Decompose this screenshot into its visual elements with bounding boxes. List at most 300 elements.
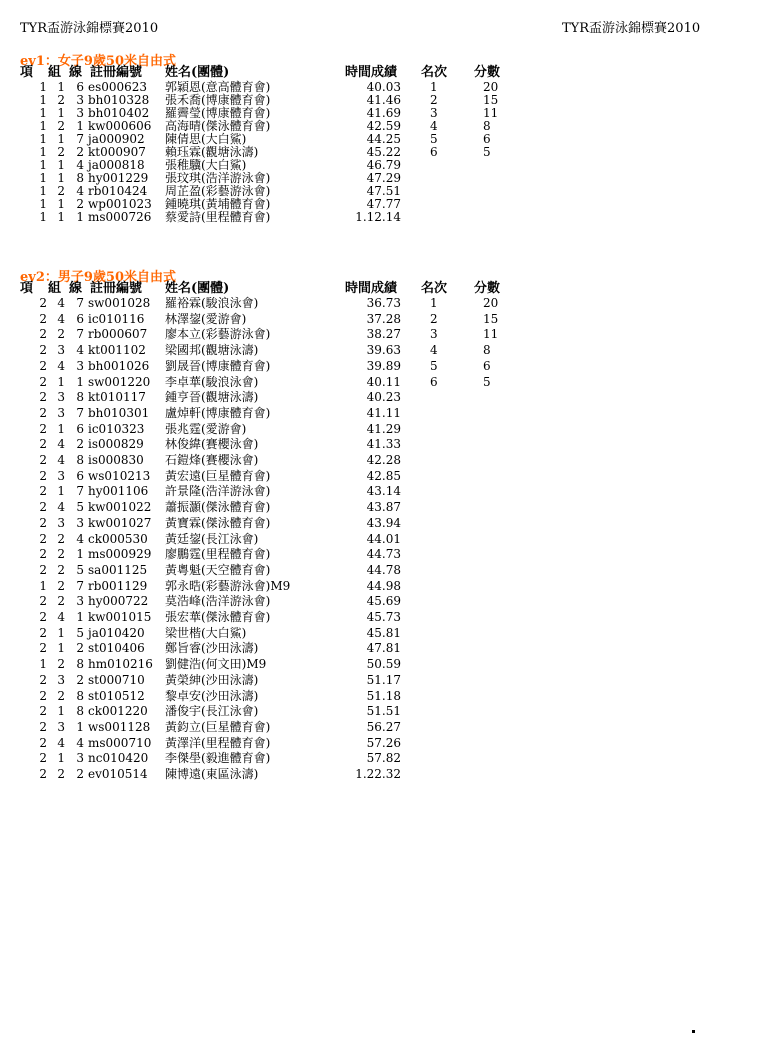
result-row [0, 658, 768, 671]
cell-reg-id: kw001027 [88, 515, 152, 530]
cell-points: 15 [483, 93, 499, 107]
cell-event: 1 [39, 184, 47, 198]
result-row [0, 548, 768, 561]
cell-reg-id: is000830 [88, 453, 144, 467]
cell-name-team: 黎卓安(沙田泳濤) [165, 688, 259, 703]
cell-time: 47.81 [366, 641, 401, 656]
cell-event: 2 [39, 735, 47, 750]
col-header-points: 分數 [474, 281, 501, 296]
cell-reg-id: bh010402 [88, 106, 150, 120]
cell-group: 2 [57, 657, 65, 672]
result-row [0, 517, 768, 530]
cell-lane: 8 [76, 171, 84, 185]
cell-group: 2 [57, 767, 65, 781]
col-header-time: 時間成績 [345, 281, 398, 296]
result-row [0, 611, 768, 624]
result-row [0, 564, 768, 577]
result-row [0, 737, 768, 750]
cell-time: 45.81 [366, 625, 401, 640]
result-row [0, 376, 768, 389]
cell-event: 2 [39, 343, 47, 358]
cell-name-team: 羅裕霖(駿浪泳會) [165, 296, 259, 310]
cell-event: 2 [39, 594, 47, 609]
cell-name-team: 許景隆(浩洋游泳會) [165, 484, 271, 499]
cell-time: 47.77 [366, 197, 401, 211]
cell-lane: 4 [76, 531, 84, 546]
cell-lane: 6 [76, 468, 84, 483]
result-row [0, 721, 768, 734]
cell-event: 2 [39, 453, 47, 467]
cell-time: 38.27 [366, 327, 401, 342]
cell-reg-id: ms000726 [88, 210, 152, 224]
col-header-reg-id: 註冊編號 [90, 281, 143, 296]
cell-rank: 3 [430, 327, 438, 342]
cell-rank: 1 [430, 296, 438, 310]
cell-name-team: 劉健浩(何文田)M9 [165, 657, 267, 672]
result-row [0, 211, 768, 224]
cell-event: 2 [39, 641, 47, 656]
cell-time: 1.12.14 [355, 210, 401, 224]
cell-name-team: 張稚驥(大白鯊) [165, 158, 247, 172]
cell-lane: 2 [76, 641, 84, 656]
cell-lane: 4 [76, 158, 84, 172]
cell-reg-id: is000829 [88, 437, 144, 452]
cell-lane: 2 [76, 437, 84, 452]
cell-event: 2 [39, 672, 47, 687]
cell-group: 2 [57, 688, 65, 703]
cell-lane: 5 [76, 500, 84, 515]
cell-time: 51.18 [366, 688, 401, 703]
cell-lane: 4 [76, 735, 84, 750]
cell-event: 1 [39, 197, 47, 211]
result-row [0, 297, 768, 310]
cell-event: 2 [39, 421, 47, 436]
result-row [0, 533, 768, 546]
cell-name-team: 黃榮紳(沙田泳濤) [165, 672, 259, 687]
cell-event: 2 [39, 468, 47, 483]
cell-reg-id: hy000722 [88, 594, 149, 609]
cell-name-team: 石鎧烽(賽櫻泳會) [165, 453, 259, 467]
cell-reg-id: es000623 [88, 80, 148, 94]
cell-group: 3 [57, 672, 65, 687]
cell-reg-id: ev010514 [88, 767, 148, 781]
cell-group: 3 [57, 390, 65, 405]
cell-event: 2 [39, 562, 47, 577]
cell-time: 41.69 [366, 106, 401, 120]
cell-time: 51.17 [366, 672, 401, 687]
cell-name-team: 鄭旨睿(沙田泳濤) [165, 641, 259, 656]
cell-event: 2 [39, 437, 47, 452]
cell-rank: 3 [430, 106, 438, 120]
cell-event: 1 [39, 80, 47, 94]
col-header-group: 組 [48, 65, 62, 80]
cell-time: 46.79 [366, 158, 401, 172]
cell-lane: 4 [76, 184, 84, 198]
cell-reg-id: bh001026 [88, 358, 150, 373]
cell-name-team: 黃宏遠(巨星體育會) [165, 468, 271, 483]
cell-time: 41.11 [366, 405, 401, 420]
cell-event: 2 [39, 704, 47, 719]
cell-time: 45.22 [366, 145, 401, 159]
cell-time: 41.33 [366, 437, 401, 452]
cell-time: 41.29 [366, 421, 401, 436]
cell-event: 2 [39, 296, 47, 310]
cell-lane: 7 [76, 296, 84, 310]
cell-lane: 1 [76, 374, 84, 389]
cell-time: 43.87 [366, 500, 401, 515]
col-header-rank: 名次 [421, 281, 448, 296]
cell-reg-id: rb001129 [88, 578, 148, 593]
event-title: ev1：女子9歲50米自由式 [20, 54, 177, 69]
result-row [0, 674, 768, 687]
cell-time: 56.27 [366, 719, 401, 734]
cell-reg-id: ja000902 [88, 132, 145, 146]
cell-name-team: 林澤鋆(愛游會) [165, 311, 247, 326]
cell-time: 42.85 [366, 468, 401, 483]
cell-lane: 7 [76, 405, 84, 420]
cell-points: 6 [483, 132, 491, 146]
result-row [0, 344, 768, 357]
cell-event: 2 [39, 625, 47, 640]
cell-reg-id: hy001106 [88, 484, 149, 499]
cell-event: 2 [39, 390, 47, 405]
cell-points: 5 [483, 374, 491, 389]
cell-reg-id: ck000530 [88, 531, 148, 546]
cell-points: 6 [483, 358, 491, 373]
cell-name-team: 李傑壆(毅進體育會) [165, 751, 271, 766]
cell-lane: 2 [76, 767, 84, 781]
cell-event: 2 [39, 531, 47, 546]
cell-group: 1 [57, 704, 65, 719]
result-row [0, 627, 768, 640]
col-header-reg-id: 註冊編號 [90, 65, 143, 80]
result-row [0, 470, 768, 483]
document-title-right: TYR盃游泳錦標賽2010 [562, 21, 701, 36]
cell-name-team: 陳博遠(東區泳濤) [165, 767, 259, 781]
cell-time: 47.51 [366, 184, 401, 198]
cell-time: 45.69 [366, 594, 401, 609]
cell-group: 1 [57, 80, 65, 94]
cell-event: 2 [39, 484, 47, 499]
cell-time: 39.63 [366, 343, 401, 358]
cell-time: 43.14 [366, 484, 401, 499]
cell-rank: 2 [430, 311, 438, 326]
cell-time: 44.73 [366, 547, 401, 562]
result-row [0, 328, 768, 341]
cell-event: 1 [39, 132, 47, 146]
cell-event: 2 [39, 500, 47, 515]
cell-name-team: 莫浩峰(浩洋游泳會) [165, 594, 271, 609]
cell-group: 1 [57, 641, 65, 656]
cell-group: 2 [57, 531, 65, 546]
cell-group: 4 [57, 735, 65, 750]
cell-name-team: 劉晟晉(博康體育會) [165, 358, 271, 373]
cell-reg-id: ms000929 [88, 547, 152, 562]
cell-time: 44.98 [366, 578, 401, 593]
cell-lane: 6 [76, 421, 84, 436]
cell-time: 45.73 [366, 610, 401, 624]
result-row [0, 438, 768, 451]
cell-lane: 3 [76, 515, 84, 530]
cell-reg-id: sw001028 [88, 296, 151, 310]
cell-group: 1 [57, 171, 65, 185]
cell-lane: 3 [76, 594, 84, 609]
cell-lane: 8 [76, 704, 84, 719]
cell-event: 2 [39, 719, 47, 734]
cell-lane: 1 [76, 719, 84, 734]
result-row [0, 595, 768, 608]
result-row [0, 705, 768, 718]
cell-lane: 6 [76, 311, 84, 326]
result-row [0, 752, 768, 765]
result-row [0, 501, 768, 514]
cell-points: 20 [483, 80, 499, 94]
cell-name-team: 潘俊宇(長江泳會) [165, 704, 259, 719]
cell-name-team: 郭穎恩(意高體育會) [165, 80, 271, 94]
cell-time: 40.03 [366, 80, 401, 94]
cell-name-team: 黃澤洋(里程體育會) [165, 735, 271, 750]
cell-lane: 7 [76, 484, 84, 499]
column-header-row [0, 66, 768, 79]
cell-name-team: 黃粵魁(天空體育會) [165, 562, 271, 577]
cell-lane: 2 [76, 672, 84, 687]
cell-name-team: 賴珏霖(觀塘泳濤) [165, 145, 259, 159]
cell-lane: 4 [76, 343, 84, 358]
cell-group: 4 [57, 453, 65, 467]
cell-group: 4 [57, 358, 65, 373]
cell-rank: 4 [430, 343, 438, 358]
cell-rank: 6 [430, 374, 438, 389]
cell-group: 1 [57, 210, 65, 224]
cell-reg-id: hm010216 [88, 657, 153, 672]
cell-reg-id: kw001022 [88, 500, 152, 515]
cell-lane: 7 [76, 578, 84, 593]
cell-group: 2 [57, 327, 65, 342]
cell-lane: 3 [76, 106, 84, 120]
cell-time: 44.01 [366, 531, 401, 546]
cell-event: 1 [39, 145, 47, 159]
cell-points: 20 [483, 296, 499, 310]
cell-event: 1 [39, 119, 47, 133]
cell-lane: 8 [76, 657, 84, 672]
cell-name-team: 黃鈞立(巨星體育會) [165, 719, 271, 734]
cell-time: 39.89 [366, 358, 401, 373]
cell-group: 3 [57, 405, 65, 420]
cell-name-team: 張兆霆(愛游會) [165, 421, 247, 436]
cell-group: 1 [57, 197, 65, 211]
col-header-name: 姓名(團體) [165, 281, 230, 296]
result-row [0, 391, 768, 404]
cell-lane: 6 [76, 80, 84, 94]
event-title: ev2：男子9歲50米自由式 [20, 270, 177, 285]
cell-name-team: 周芷盈(彩藝游泳會) [165, 184, 271, 198]
result-row [0, 768, 768, 781]
cell-lane: 3 [76, 93, 84, 107]
cell-reg-id: kw001015 [88, 610, 152, 624]
cell-name-team: 林俊緯(賽櫻泳會) [165, 437, 259, 452]
cell-group: 2 [57, 547, 65, 562]
cell-name-team: 鍾曉琪(黃埔體育會) [165, 197, 271, 211]
cell-rank: 1 [430, 80, 438, 94]
cell-lane: 1 [76, 119, 84, 133]
cell-reg-id: bh010301 [88, 405, 150, 420]
cell-reg-id: kt001102 [88, 343, 146, 358]
cell-reg-id: sw001220 [88, 374, 151, 389]
cell-points: 15 [483, 311, 499, 326]
cell-reg-id: wp001023 [88, 197, 152, 211]
cell-event: 2 [39, 374, 47, 389]
result-row [0, 580, 768, 593]
result-row [0, 423, 768, 436]
cell-reg-id: sa001125 [88, 562, 148, 577]
cell-name-team: 蕭振灝(傑泳體育會) [165, 500, 271, 515]
cell-group: 4 [57, 311, 65, 326]
cell-lane: 5 [76, 562, 84, 577]
cell-lane: 3 [76, 751, 84, 766]
cell-lane: 2 [76, 197, 84, 211]
page-corner-mark [692, 1018, 695, 1021]
cell-points: 11 [483, 327, 499, 342]
cell-time: 47.29 [366, 171, 401, 185]
cell-reg-id: nc010420 [88, 751, 149, 766]
cell-event: 1 [39, 657, 47, 672]
cell-time: 57.82 [366, 751, 401, 766]
cell-points: 8 [483, 343, 491, 358]
cell-name-team: 張宏華(傑泳體育會) [165, 610, 271, 624]
col-header-lane: 線 [69, 281, 83, 296]
cell-time: 51.51 [366, 704, 401, 719]
cell-time: 40.11 [366, 374, 401, 389]
cell-lane: 7 [76, 327, 84, 342]
cell-reg-id: ja000818 [88, 158, 145, 172]
cell-reg-id: ck001220 [88, 704, 148, 719]
cell-group: 1 [57, 158, 65, 172]
cell-reg-id: rb010424 [88, 184, 148, 198]
cell-event: 1 [39, 171, 47, 185]
cell-reg-id: ms000710 [88, 735, 152, 750]
cell-reg-id: kt010117 [88, 390, 146, 405]
cell-time: 37.28 [366, 311, 401, 326]
cell-lane: 1 [76, 610, 84, 624]
cell-reg-id: ws010213 [88, 468, 151, 483]
cell-name-team: 盧焯軒(博康體育會) [165, 405, 271, 420]
cell-reg-id: hy001229 [88, 171, 149, 185]
cell-name-team: 廖鵬霆(里程體育會) [165, 547, 271, 562]
cell-time: 42.28 [366, 453, 401, 467]
cell-reg-id: st010406 [88, 641, 145, 656]
col-header-event: 項 [20, 281, 34, 296]
cell-time: 40.23 [366, 390, 401, 405]
cell-time: 44.78 [366, 562, 401, 577]
cell-rank: 4 [430, 119, 438, 133]
cell-group: 2 [57, 93, 65, 107]
col-header-time: 時間成績 [345, 65, 398, 80]
cell-event: 2 [39, 767, 47, 781]
cell-time: 42.59 [366, 119, 401, 133]
cell-time: 43.94 [366, 515, 401, 530]
cell-event: 2 [39, 547, 47, 562]
cell-group: 4 [57, 500, 65, 515]
cell-name-team: 蔡愛詩(里程體育會) [165, 210, 271, 224]
cell-lane: 3 [76, 358, 84, 373]
cell-lane: 7 [76, 132, 84, 146]
col-header-points: 分數 [474, 65, 501, 80]
cell-lane: 8 [76, 688, 84, 703]
cell-name-team: 郭永晧(彩藝游泳會)M9 [165, 578, 291, 593]
col-header-rank: 名次 [421, 65, 448, 80]
cell-name-team: 鍾亨晉(觀塘泳濤) [165, 390, 259, 405]
cell-group: 2 [57, 145, 65, 159]
cell-event: 2 [39, 610, 47, 624]
cell-time: 36.73 [366, 296, 401, 310]
cell-event: 2 [39, 751, 47, 766]
cell-reg-id: ic010323 [88, 421, 145, 436]
cell-name-team: 梁世楷(大白鯊) [165, 625, 247, 640]
col-header-name: 姓名(團體) [165, 65, 230, 80]
cell-time: 41.46 [366, 93, 401, 107]
cell-event: 2 [39, 515, 47, 530]
result-row [0, 485, 768, 498]
cell-group: 2 [57, 578, 65, 593]
cell-event: 2 [39, 405, 47, 420]
cell-time: 44.25 [366, 132, 401, 146]
result-row [0, 454, 768, 467]
cell-name-team: 梁國邦(觀塘泳濤) [165, 343, 259, 358]
cell-lane: 8 [76, 390, 84, 405]
cell-group: 2 [57, 594, 65, 609]
cell-lane: 8 [76, 453, 84, 467]
col-header-group: 組 [48, 281, 62, 296]
cell-reg-id: bh010328 [88, 93, 150, 107]
cell-time: 50.59 [366, 657, 401, 672]
cell-event: 1 [39, 93, 47, 107]
cell-group: 3 [57, 343, 65, 358]
cell-group: 4 [57, 296, 65, 310]
cell-name-team: 張玟琪(浩洋游泳會) [165, 171, 271, 185]
cell-lane: 2 [76, 145, 84, 159]
col-header-event: 項 [20, 65, 34, 80]
cell-reg-id: ws001128 [88, 719, 151, 734]
cell-group: 1 [57, 625, 65, 640]
col-header-lane: 線 [69, 65, 83, 80]
cell-points: 11 [483, 106, 499, 120]
cell-group: 1 [57, 106, 65, 120]
cell-group: 1 [57, 751, 65, 766]
cell-reg-id: ja010420 [88, 625, 145, 640]
cell-name-team: 李卓華(駿浪泳會) [165, 374, 259, 389]
cell-name-team: 黃寶霖(傑泳體育會) [165, 515, 271, 530]
cell-rank: 2 [430, 93, 438, 107]
cell-time: 57.26 [366, 735, 401, 750]
cell-group: 1 [57, 484, 65, 499]
cell-reg-id: kw000606 [88, 119, 152, 133]
cell-name-team: 黃廷鋆(長江泳會) [165, 531, 259, 546]
cell-time: 1.22.32 [355, 767, 401, 781]
cell-name-team: 廖本立(彩藝游泳會) [165, 327, 271, 342]
cell-reg-id: st010512 [88, 688, 145, 703]
cell-points: 8 [483, 119, 491, 133]
cell-group: 2 [57, 184, 65, 198]
cell-points: 5 [483, 145, 491, 159]
cell-group: 3 [57, 515, 65, 530]
column-header-row [0, 282, 768, 295]
cell-name-team: 羅霽瑩(博康體育會) [165, 106, 271, 120]
cell-lane: 1 [76, 210, 84, 224]
cell-group: 1 [57, 374, 65, 389]
result-row [0, 690, 768, 703]
cell-group: 2 [57, 119, 65, 133]
cell-reg-id: rb000607 [88, 327, 148, 342]
